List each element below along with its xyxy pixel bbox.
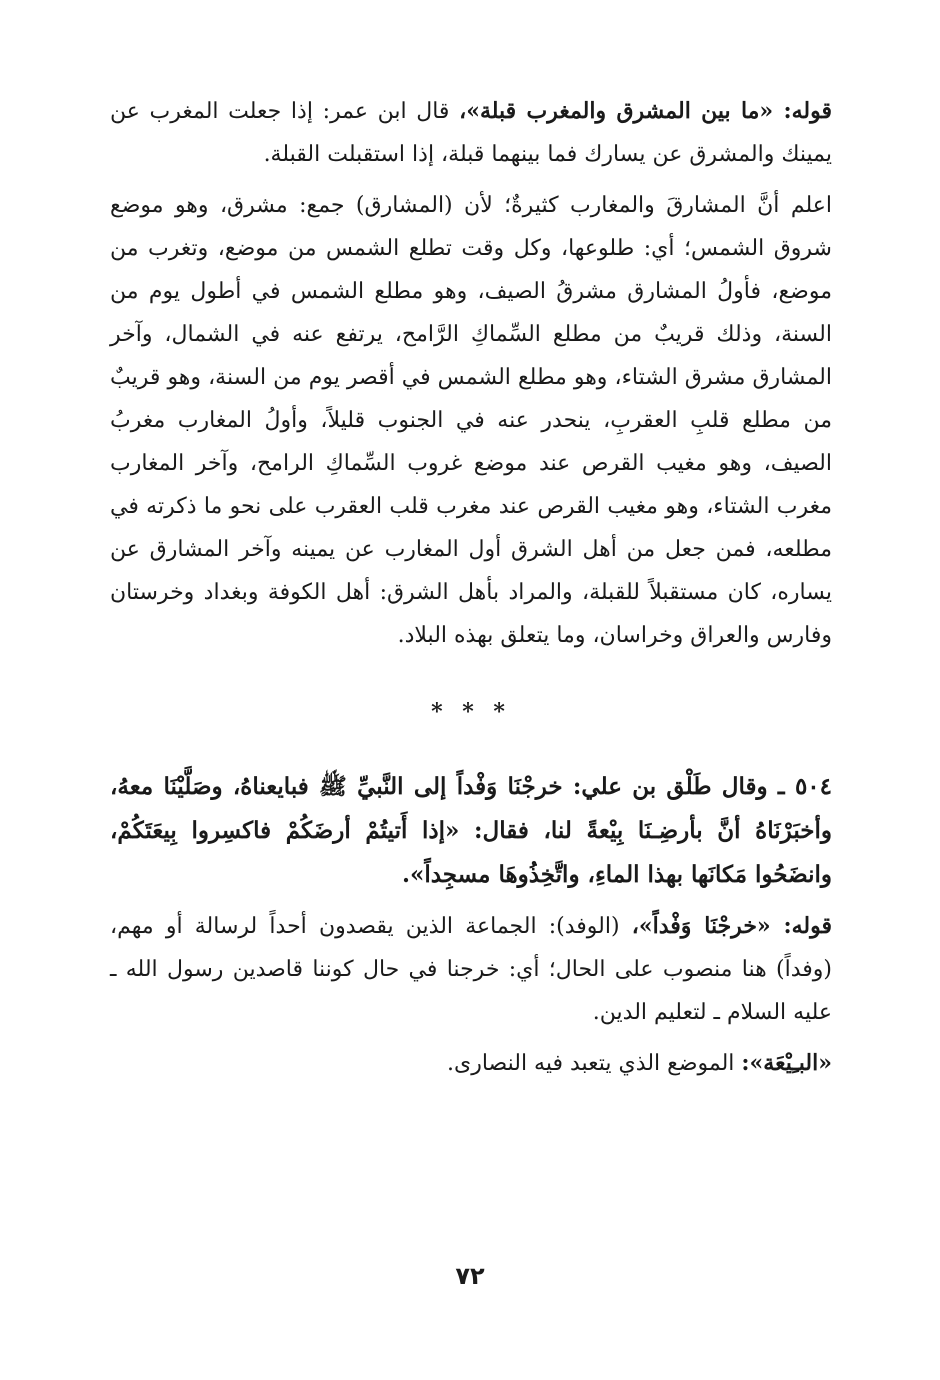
page-body	[110, 90, 832, 1085]
paragraph-text: (الوفد): الجماعة الذين يقصدون أحداً لرسالة أو مهم، (وفداً) هنا منصوب على الحال؛ أي: خرجنا في حال كوننا قاصدين رسول الله ـ عليه السلام ـ لتعليم الدين.	[110, 914, 832, 1025]
quoted-phrase: قوله: «خرجْنَا وَفْداً»،	[631, 913, 833, 939]
commentary-paragraph-wafd	[110, 905, 832, 1034]
paragraph-text: قال ابن عمر: إذا جعلت المغرب عن يمينك والمشرق عن يسارك فما بينهما قبلة، إذا استقبلت القبلة.	[110, 99, 832, 167]
quoted-term: «البـِيْعَة»:	[741, 1050, 832, 1076]
quoted-phrase: قوله: «ما بين المشرق والمغرب قبلة»،	[459, 98, 832, 124]
commentary-paragraph-easts-wests: اعلم أنَّ المشارقَ والمغارب كثيرةٌ؛ لأن (المشارق) جمع: مشرق، وهو موضع شروق الشمس؛ أي: طلوعها، وكل وقت تطلع الشمس من موضع، وتغرب من موضع، فأولُ المشارق مشرقُ الصيف، وهو مطلع الشمس في أطول يوم من السنة، وذلك قريبٌ من مطلع السِّماكِ الرَّامح، يرتفع عنه في الشمال، وآخر المشارق مشرق الشتاء، وهو مطلع الشمس في أقصر يوم من السنة، وهو قريبٌ من مطلع قلبِ العقربِ، ينحدر عنه في الجنوب قليلاً، وأولُ المغارب مغربُ الصيف، وهو مغيب القرص عند موضع غروب السِّماكِ الرامح، وآخر المغارب مغرب الشتاء، وهو مغيب القرص عند مغرب قلب العقرب على نحو ما ذكرته في مطلعه، فمن جعل من أهل الشرق أول المغارب عن يمينه وآخر المشارق عن يساره، كان مستقبلاً للقبلة، والمراد بأهل الشرق: أهل الكوفة وبغداد وخرستان وفارس والعراق وخراسان، وما يتعلق بهذه البلاد.	[110, 193, 832, 648]
paragraph-text: الموضع الذي يتعبد فيه النصارى.	[446, 1051, 735, 1076]
hadith-504: ٥٠٤ ـ وقال طَلْق بن علي: خرجْنَا وَفْداً إلى النَّبيِّ ﷺ فبايعناهُ، وصَلَّيْنَا معهُ، وأخبَرْنَاهُ أنَّ بأرضِـنَا بِيْعةً لنا، فقال: «إذا أَتيتُمْ أرضَكُمْ فاكسِروا بِيعَتَكُمْ، وانضَحُوا مَكانَها بهذا الماءِ، واتَّخِذُوهَا مسجِداً».	[110, 773, 832, 888]
commentary-paragraph-biya	[110, 1042, 832, 1085]
page-number: ٧٢	[455, 1262, 485, 1290]
commentary-paragraph-qibla	[110, 90, 832, 176]
section-divider: * * *	[431, 699, 511, 725]
